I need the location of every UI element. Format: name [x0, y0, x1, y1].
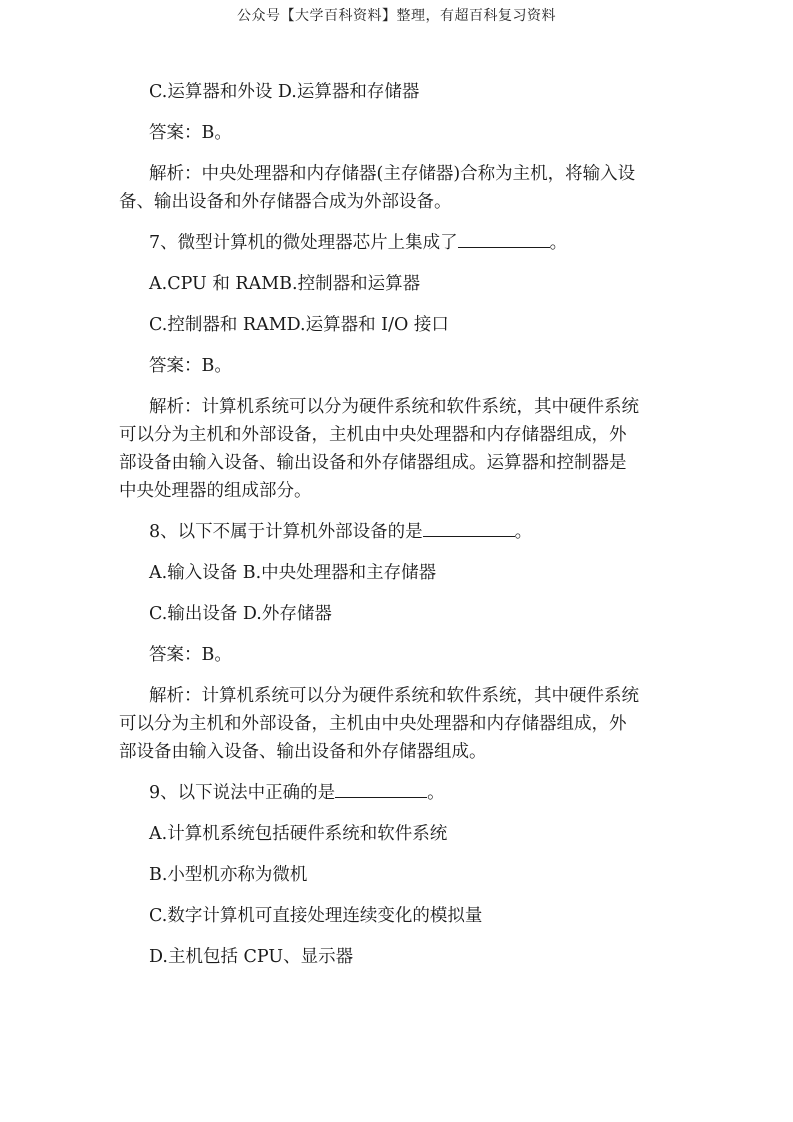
option-line: [119, 78, 679, 106]
text-line: D.主机包括 CPU、显示器: [149, 947, 354, 967]
explanation-paragraph: [119, 682, 679, 766]
explanation-paragraph: [119, 160, 679, 216]
question-text: 9、以下说法中正确的是: [149, 783, 336, 803]
page-header: 公众号【大学百科资料】整理，有超百科复习资料: [237, 8, 556, 24]
question-end: 。: [514, 522, 533, 542]
question-line: [119, 518, 679, 546]
question-9: [119, 779, 679, 807]
text-line: 答案：B。: [149, 356, 232, 376]
answer-blank: [335, 779, 427, 798]
question-line: [119, 779, 679, 807]
text-line: 解析：中央处理器和内存储器(主存储器)合称为主机，将输入设: [149, 164, 636, 184]
text-line: 中央处理器的组成部分。: [119, 481, 312, 501]
question-end: 。: [427, 783, 445, 803]
option-line: [119, 861, 679, 889]
question-text: 7、微型计算机的微处理器芯片上集成了: [149, 233, 458, 253]
option-line: [119, 559, 679, 587]
answer-blank: [423, 518, 515, 537]
text-line: 部设备由输入设备、输出设备和外存储器组成。: [119, 742, 487, 762]
text-line: A.输入设备 B.中央处理器和主存储器: [149, 563, 437, 583]
text-line: 备、输出设备和外存储器合成为外部设备。: [119, 192, 452, 212]
text-line: B.小型机亦称为微机: [149, 865, 308, 885]
text-line: 可以分为主机和外部设备，主机由中央处理器和内存储器组成，外: [119, 714, 627, 734]
text-line: C.运算器和外设 D.运算器和存储器: [149, 82, 420, 102]
explanation-paragraph: [119, 393, 679, 505]
text-line: C.控制器和 RAMD.运算器和 I/O 接口: [149, 315, 449, 335]
text-line: 答案：B。: [149, 645, 232, 665]
option-line: [119, 902, 679, 930]
question-line: [119, 229, 679, 257]
option-line: [119, 600, 679, 628]
answer-line: [119, 352, 679, 380]
question-7: [119, 229, 679, 257]
text-line: 部设备由输入设备、输出设备和外存储器组成。运算器和控制器是: [119, 453, 627, 473]
answer-line: [119, 119, 679, 147]
question-end: 。: [549, 233, 568, 253]
question-text: 8、以下不属于计算机外部设备的是: [149, 522, 423, 542]
option-line: [119, 311, 679, 339]
text-line: C.数字计算机可直接处理连续变化的模拟量: [149, 906, 483, 926]
text-line: 解析：计算机系统可以分为硬件系统和软件系统，其中硬件系统: [149, 397, 639, 417]
text-line: A.计算机系统包括硬件系统和软件系统: [149, 824, 448, 844]
question-8: [119, 518, 679, 546]
answer-line: [119, 641, 679, 669]
text-line: 解析：计算机系统可以分为硬件系统和软件系统，其中硬件系统: [149, 686, 639, 706]
document-body: [119, 78, 679, 984]
option-line: [119, 943, 679, 971]
text-line: A.CPU 和 RAMB.控制器和运算器: [149, 274, 421, 294]
text-line: 答案：B。: [149, 123, 232, 143]
option-line: [119, 270, 679, 298]
text-line: 可以分为主机和外部设备，主机由中央处理器和内存储器组成，外: [119, 425, 627, 445]
option-line: [119, 820, 679, 848]
answer-blank: [458, 229, 550, 248]
text-line: C.输出设备 D.外存储器: [149, 604, 332, 624]
